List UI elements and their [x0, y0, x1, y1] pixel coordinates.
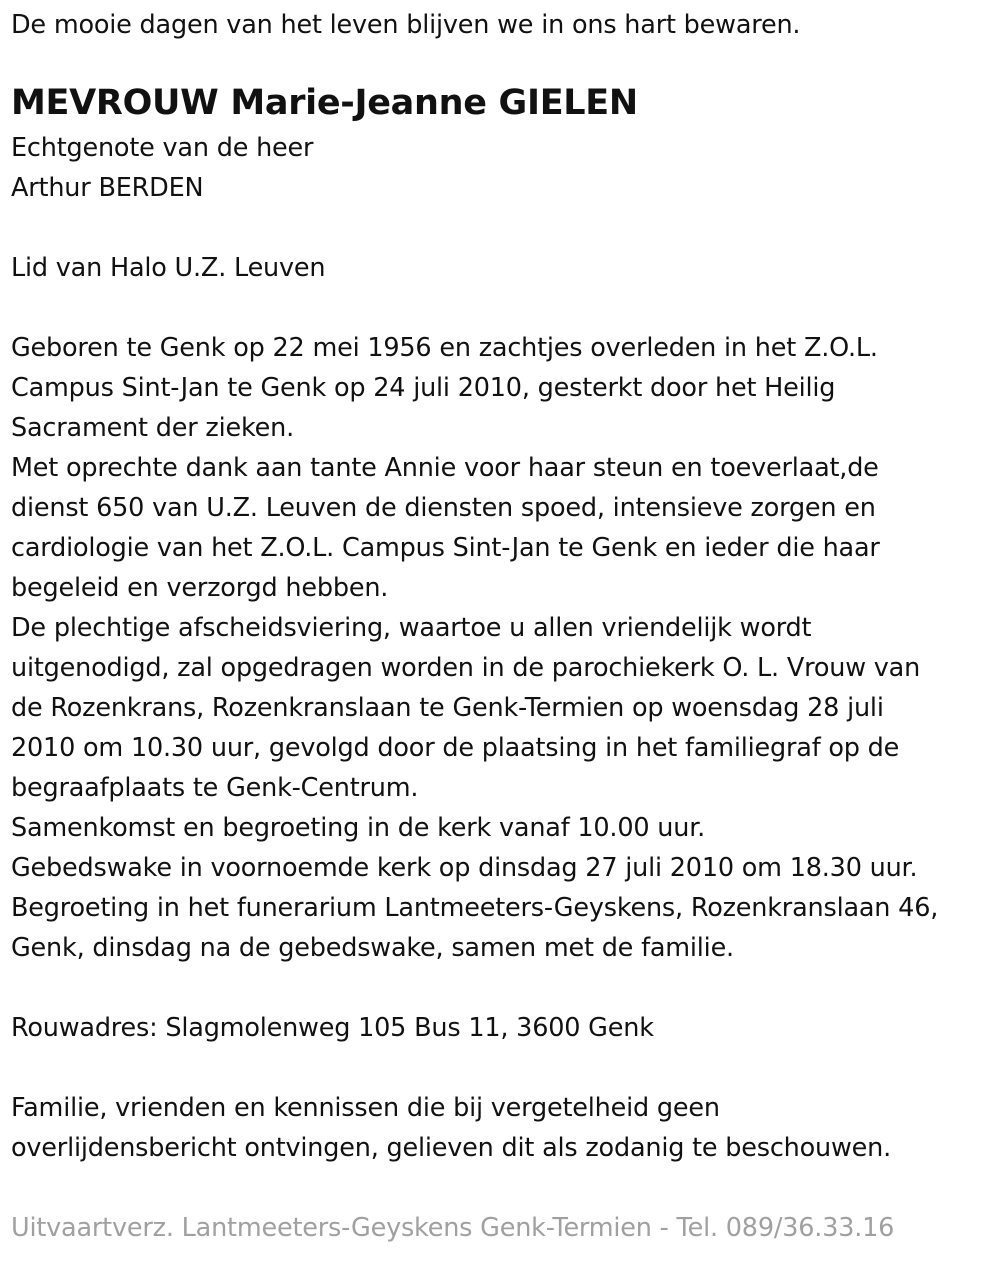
body-line: dienst 650 van U.Z. Leuven de diensten spoed, intensieve zorgen en	[11, 493, 876, 523]
spouse-line-1: Echtgenote van de heer	[11, 133, 314, 163]
membership-text: Lid van Halo U.Z. Leuven	[11, 253, 326, 283]
notice-line: Familie, vrienden en kennissen die bij vergetelheid geen	[11, 1093, 720, 1123]
body-line: de Rozenkrans, Rozenkranslaan te Genk-Termien op woensdag 28 juli	[11, 693, 884, 723]
notice-line: overlijdensbericht ontvingen, gelieven dit als zodanig te beschouwen.	[11, 1133, 892, 1163]
body-line: Begroeting in het funerarium Lantmeeters-Geyskens, Rozenkranslaan 46,	[11, 893, 939, 923]
spacer	[11, 1048, 991, 1088]
spacer	[11, 288, 991, 328]
funeral-home-footer: Uitvaartverz. Lantmeeters-Geyskens Genk-Termien - Tel. 089/36.33.16	[11, 1213, 895, 1243]
body-line: Sacrament der zieken.	[11, 413, 294, 443]
body-line: 2010 om 10.30 uur, gevolgd door de plaatsing in het familiegraf op de	[11, 733, 900, 763]
body-line: De plechtige afscheidsviering, waartoe u allen vriendelijk wordt	[11, 613, 812, 643]
body-line: Geboren te Genk op 22 mei 1956 en zachtjes overleden in het Z.O.L.	[11, 333, 878, 363]
body-line: begeleid en verzorgd hebben.	[11, 573, 389, 603]
body-line: Gebedswake in voornoemde kerk op dinsdag 27 juli 2010 om 18.30 uur.	[11, 853, 918, 883]
mourning-address: Rouwadres: Slagmolenweg 105 Bus 11, 3600 Genk	[11, 1013, 654, 1043]
obituary-notice	[11, 0, 991, 1248]
deceased-name: MEVROUW Marie-Jeanne GIELEN	[11, 83, 638, 123]
body-line: Samenkomst en begroeting in de kerk vanaf 10.00 uur.	[11, 813, 706, 843]
body-line: begraafplaats te Genk-Centrum.	[11, 773, 419, 803]
body-line: uitgenodigd, zal opgedragen worden in de parochiekerk O. L. Vrouw van	[11, 653, 921, 683]
body-line: Campus Sint-Jan te Genk op 24 juli 2010, gesterkt door het Heilig	[11, 373, 836, 403]
body-line: Genk, dinsdag na de gebedswake, samen met de familie.	[11, 933, 734, 963]
spacer	[11, 208, 991, 248]
spouse-line-2: Arthur BERDEN	[11, 173, 204, 203]
body-line: Met oprechte dank aan tante Annie voor haar steun en toeverlaat,de	[11, 453, 879, 483]
body-line: cardiologie van het Z.O.L. Campus Sint-Jan te Genk en ieder die haar	[11, 533, 880, 563]
spacer	[11, 968, 991, 1008]
motto-text: De mooie dagen van het leven blijven we in ons hart bewaren.	[11, 10, 801, 40]
body-text	[11, 328, 991, 968]
